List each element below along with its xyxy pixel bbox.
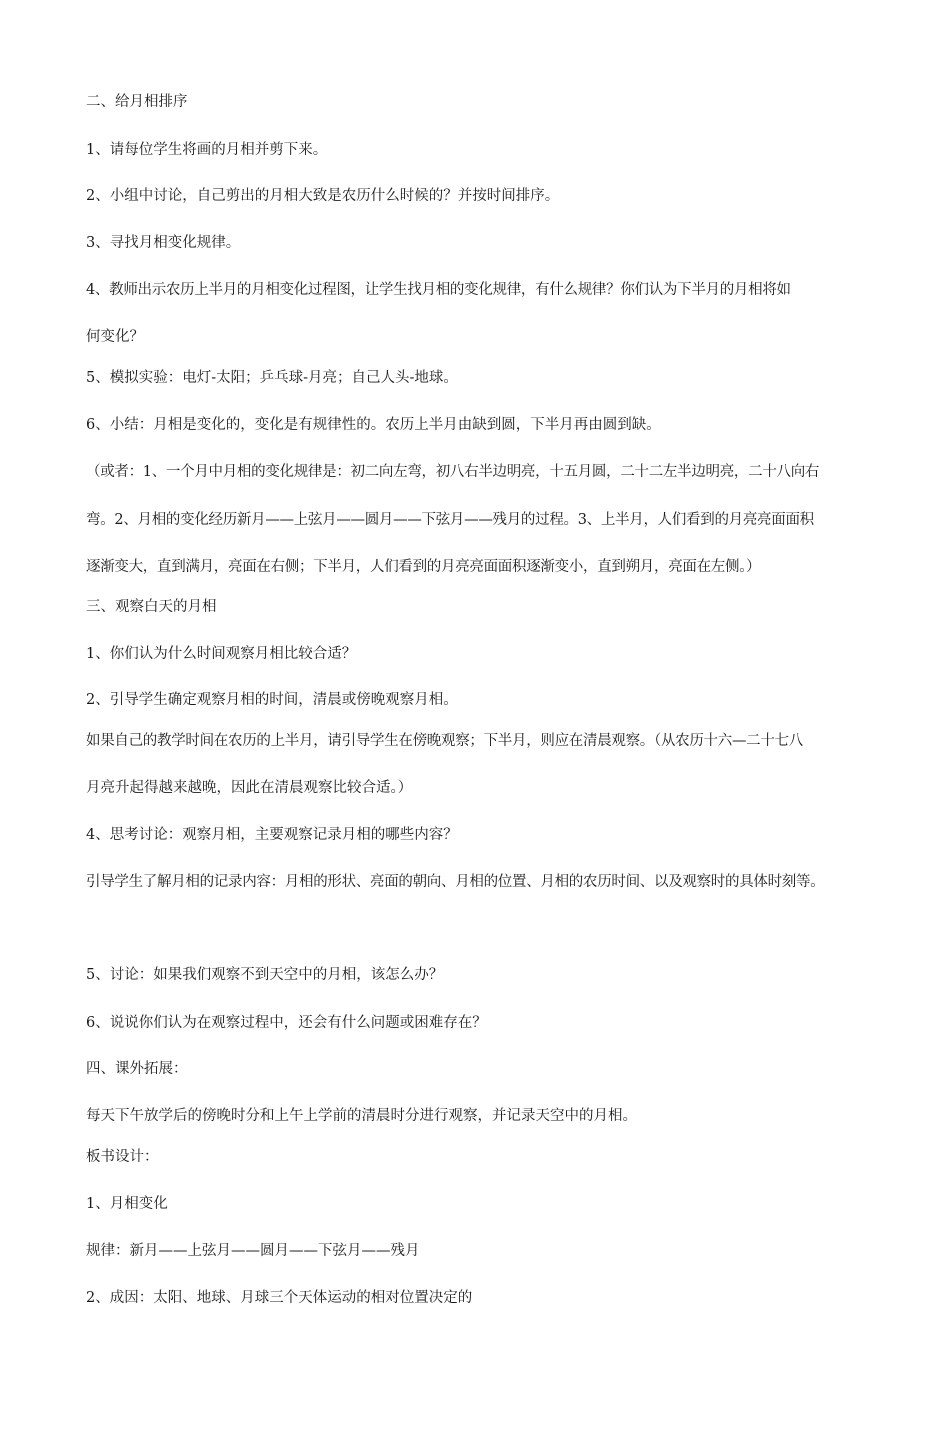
- section-4-paragraph: 每天下午放学后的傍晚时分和上午上学前的清晨时分进行观察，并记录天空中的月相。: [86, 1108, 637, 1124]
- section-3-item-1: 1、你们认为什么时间观察月相比较合适？: [86, 646, 357, 662]
- section-2-heading: 二、给月相排序: [86, 94, 188, 110]
- section-3-item-2: 2、引导学生确定观察月相的时间，清晨或傍晚观察月相。: [86, 692, 458, 708]
- section-2-note-line-1: （或者：1、一个月中月相的变化规律是：初二向左弯，初八右半边明亮，十五月圆，二十二左半边明亮，二十八向右: [86, 464, 820, 480]
- board-design-item-2: 2、成因：太阳、地球、月球三个天体运动的相对位置决定的: [86, 1290, 473, 1306]
- section-3-paragraph-1-line-2: 月亮升起得越来越晚，因此在清晨观察比较合适。）: [86, 780, 413, 796]
- section-2-item-3: 3、寻找月相变化规律。: [86, 235, 241, 251]
- section-3-item-6: 6、说说你们认为在观察过程中，还会有什么问题或困难存在？: [86, 1015, 487, 1031]
- section-2-item-5: 5、模拟实验：电灯-太阳；乒乓球-月亮；自己人头-地球。: [86, 370, 458, 386]
- section-2-item-1: 1、请每位学生将画的月相并剪下来。: [86, 142, 328, 158]
- section-2-item-2: 2、小组中讨论，自己剪出的月相大致是农历什么时候的？并按时间排序。: [86, 188, 560, 204]
- section-3-paragraph-1-line-1: 如果自己的教学时间在农历的上半月，请引导学生在傍晚观察；下半月，则应在清晨观察。（从农历十六—二十七八: [86, 733, 803, 749]
- section-3-heading: 三、观察白天的月相: [86, 599, 217, 615]
- section-2-item-4-line-1: 4、教师出示农历上半月的月相变化过程图，让学生找月相的变化规律，有什么规律？你们认为下半月的月相将如: [86, 282, 791, 298]
- board-design-heading: 板书设计：: [86, 1149, 159, 1165]
- section-2-item-6: 6、小结：月相是变化的，变化是有规律性的。农历上半月由缺到圆，下半月再由圆到缺。: [86, 417, 661, 433]
- section-2-note-line-3: 逐渐变大，直到满月，亮面在右侧；下半月，人们看到的月亮亮面面积逐渐变小，直到朔月，亮面在左侧。）: [86, 559, 761, 575]
- section-3-item-4: 4、思考讨论：观察月相，主要观察记录月相的哪些内容？: [86, 827, 458, 843]
- section-3-paragraph-2: 引导学生了解月相的记录内容：月相的形状、亮面的朝向、月相的位置、月相的农历时间、以及观察时的具体时刻等。: [86, 874, 825, 890]
- section-4-heading: 四、课外拓展：: [86, 1061, 188, 1077]
- section-2-item-4-line-2: 何变化？: [86, 329, 144, 345]
- board-design-rule: 规律：新月——上弦月——圆月——下弦月——残月: [86, 1243, 420, 1259]
- section-2-note-line-2: 弯。2、月相的变化经历新月——上弦月——圆月——下弦月——残月的过程。3、上半月，人们看到的月亮亮面面积: [86, 512, 814, 528]
- section-3-item-5: 5、讨论：如果我们观察不到天空中的月相，该怎么办？: [86, 967, 444, 983]
- board-design-item-1: 1、月相变化: [86, 1196, 168, 1212]
